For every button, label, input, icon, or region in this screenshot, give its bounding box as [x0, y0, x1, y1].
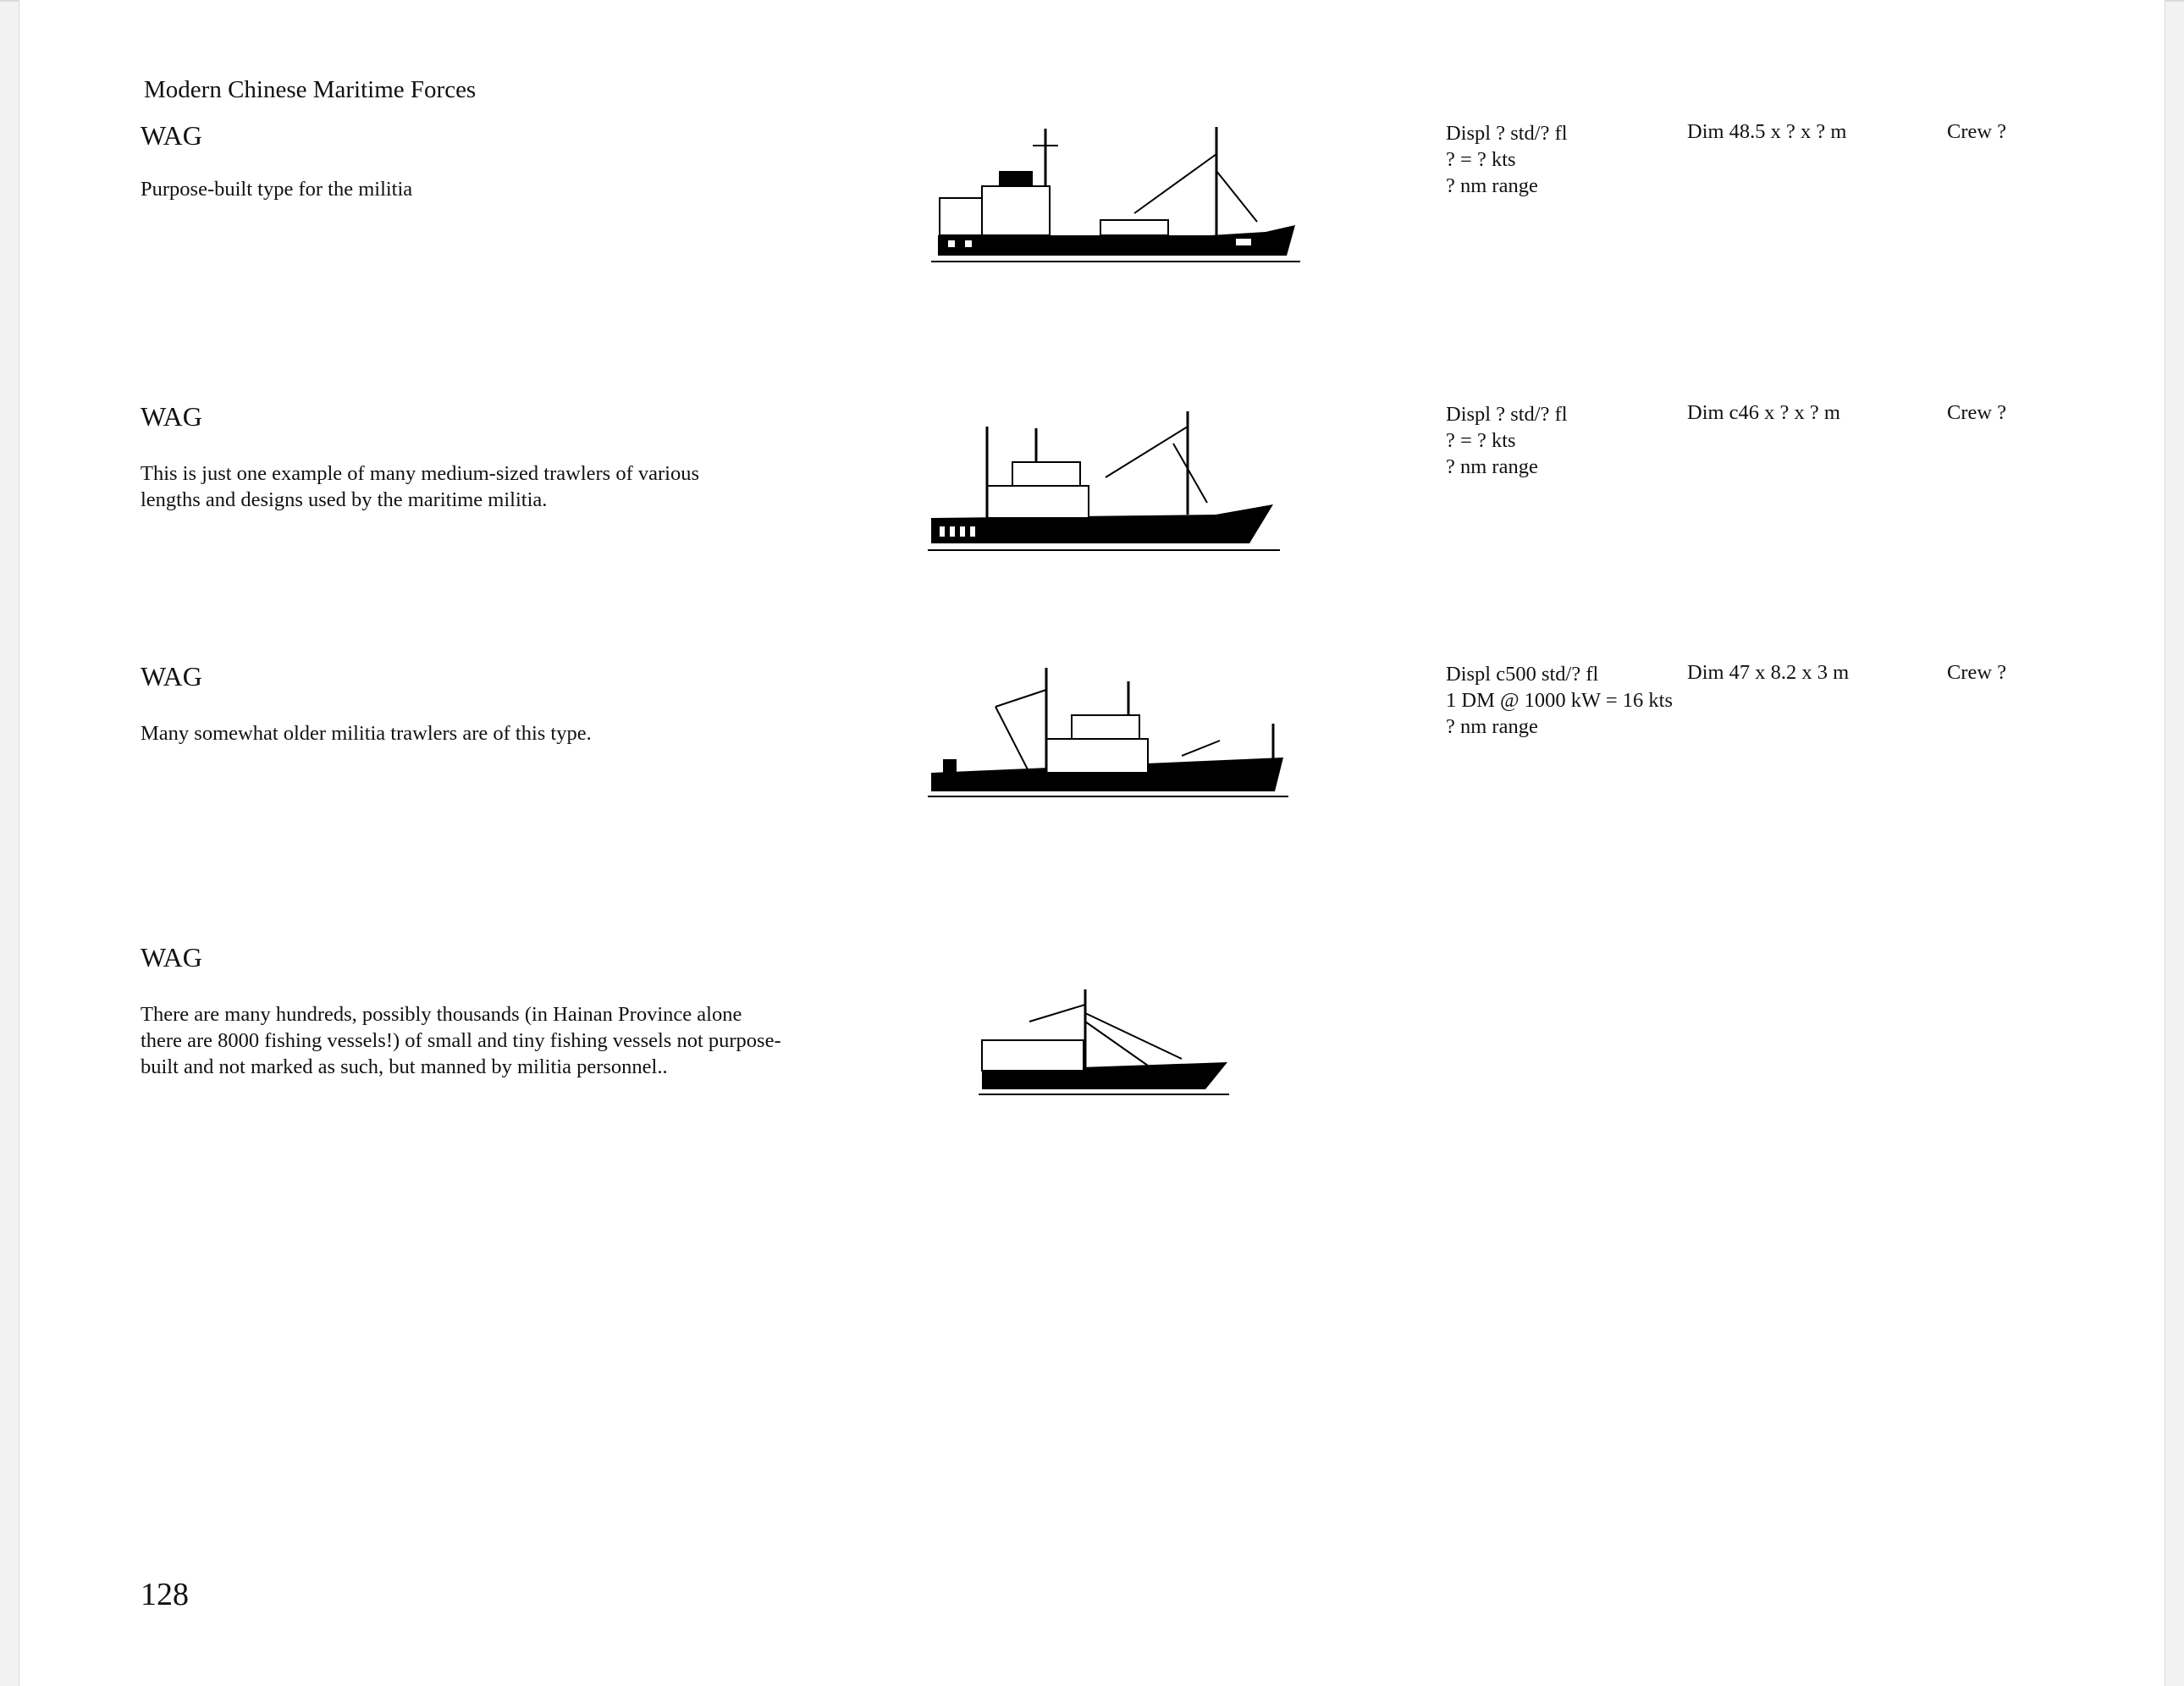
- fishing-vessel-drawing-icon: [979, 988, 1233, 1098]
- spec-crew: Crew ?: [1947, 661, 2007, 684]
- ship-drawing-icon: [928, 664, 1292, 800]
- spec-lines: [1446, 661, 1673, 740]
- spec-crew: Crew ?: [1947, 401, 2007, 424]
- ship-drawing-icon: [931, 120, 1304, 264]
- spec-displacement: Displ c500 std/? fl: [1446, 663, 1599, 686]
- entry-title: WAG: [141, 120, 202, 151]
- entry-title: WAG: [141, 661, 202, 691]
- spec-displacement: Displ ? std/? fl: [1446, 122, 1568, 145]
- spec-crew: Crew ?: [1947, 120, 2007, 143]
- spec-dimensions: Dim c46 x ? x ? m: [1687, 401, 1840, 424]
- spec-displacement: Displ ? std/? fl: [1446, 403, 1568, 426]
- spec-propulsion: 1 DM @ 1000 kW = 16 kts: [1446, 689, 1674, 712]
- running-header: Modern Chinese Maritime Forces: [144, 76, 477, 103]
- spec-dimensions: Dim 47 x 8.2 x 3 m: [1687, 661, 1850, 684]
- page-number: 128: [141, 1577, 189, 1612]
- spec-dimensions: Dim 48.5 x ? x ? m: [1687, 120, 1847, 143]
- entry-description: Many somewhat older militia trawlers are of this type.: [141, 722, 592, 745]
- spec-range: ? nm range: [1446, 455, 1538, 478]
- entry-description: Purpose-built type for the militia: [141, 178, 413, 201]
- spec-lines: [1446, 401, 1568, 480]
- spec-speed: ? = ? kts: [1446, 148, 1516, 171]
- entry-title: WAG: [141, 942, 202, 972]
- entry-description: This is just one example of many medium-sized trawlers of various lengths and designs used by the maritime militia.: [141, 462, 699, 511]
- spec-range: ? nm range: [1446, 174, 1538, 197]
- ship-drawing-icon: [928, 410, 1283, 554]
- spec-range: ? nm range: [1446, 715, 1538, 738]
- spec-lines: [1446, 120, 1568, 199]
- spec-speed: ? = ? kts: [1446, 429, 1516, 452]
- entry-description: There are many hundreds, possibly thousands (in Hainan Province alone there are 8000 fishing vessels!) of small and tiny fishing vessels not purpose-built and not marked as such, but manned by militia personnel..: [141, 1003, 781, 1078]
- entry-title: WAG: [141, 401, 202, 432]
